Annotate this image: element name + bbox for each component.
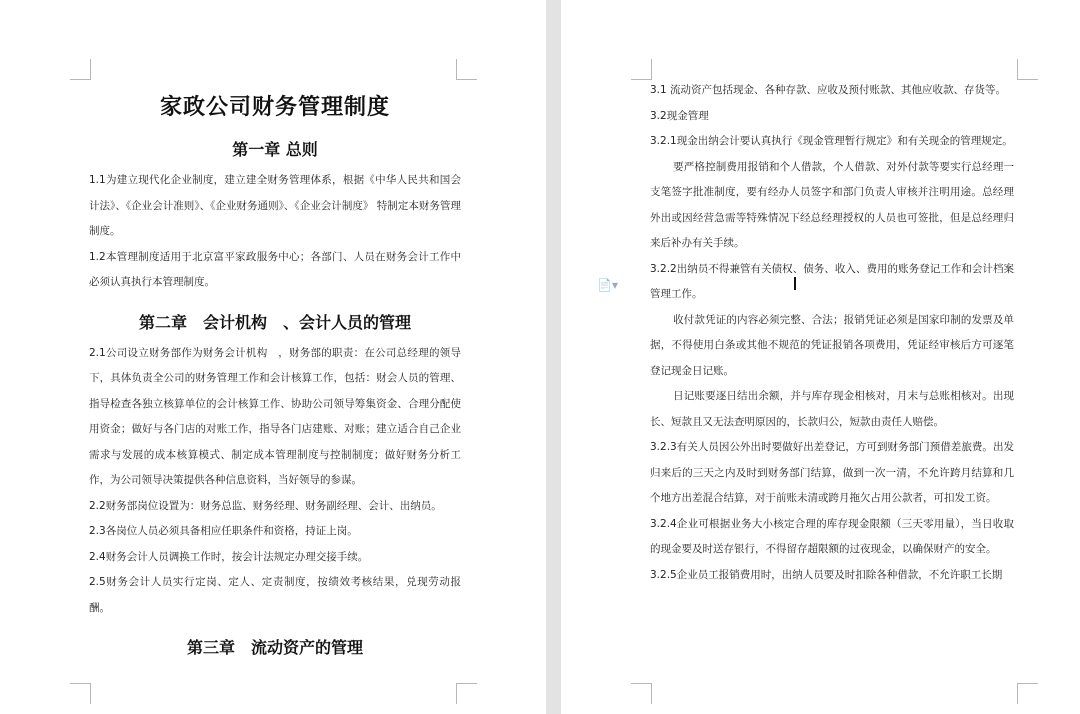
paragraph-2-2: 2.2财务部岗位设置为：财务总监、财务经理、财务副经理、会计、出纳员。 bbox=[89, 499, 442, 512]
paragraph-voucher: 收付款凭证的内容必须完整、合法；报销凭证必须是国家印制的发票及单据，不得使用白条或其他不规范的凭证报销各项费用，凭证经审核后方可逐笔登记现金日记账。 bbox=[650, 313, 1014, 377]
page-gutter bbox=[546, 0, 561, 714]
paragraph-2-4: 2.4财务会计人员调换工作时，按会计法规定办理交接手续。 bbox=[89, 550, 369, 563]
paragraph-3-2-3: 3.2.3有关人员因公外出时要做好出差登记，方可到财务部门预借差旅费。出发归来后的三天之内及时到财务部门结算，做到一次一清，不允许跨月结算和几个地方出差混合结算，对于前账未清或跨月拖欠占用公款者，可扣发工资。 bbox=[650, 441, 1014, 504]
paragraph-1-2: 1.2本管理制度适用于北京富平家政服务中心；各部门、人员在财务会计工作中必须认真执行本管理制度。 bbox=[89, 250, 461, 288]
chapter-2-heading: 第二章 会计机构 、会计人员的管理 bbox=[138, 312, 411, 332]
document-icon[interactable]: 📄▾ bbox=[597, 278, 618, 292]
paragraph-3-2-2: 3.2.2出纳员不得兼管有关债权、债务、收入、费用的账务登记工作和会计档案管理工作。 bbox=[650, 262, 1014, 300]
document-page-right[interactable] bbox=[561, 0, 1080, 714]
paragraph-3-1: 3.1 流动资产包括现金、各种存款、应收及预付账款、其他应收款、存货等。 bbox=[650, 84, 1007, 96]
crop-mark-top-left bbox=[70, 59, 91, 80]
crop-mark-top-right bbox=[1017, 59, 1038, 80]
chapter-1-heading: 第一章 总则 bbox=[232, 140, 318, 159]
crop-mark-bottom-right bbox=[456, 683, 477, 704]
paragraph-daily-ledger: 日记账要逐日结出余额，并与库存现金相核对，月末与总账相核对。出现长、短款且又无法查明原因的，长款归公，短款由责任人赔偿。 bbox=[650, 390, 1014, 428]
page-left-content bbox=[89, 90, 461, 666]
paragraph-2-1: 2.1公司设立财务部作为财务会计机构 ，财务部的职责：在公司总经理的领导下，具体负责全公司的财务管理工作和会计核算工作，包括：财会人员的管理、指导检查各独立核算单位的会计核算工作、协助公司领导筹集资金、合理分配使用资金；做好与各门店的对账工作，指导各门店建账、对账；建立适合自己企业需求与发展的成本核算模式、制定成本管理制度与控制制度；做好财务分析工作，为公司领导决策提供各种信息资料，当好领导的参谋。 bbox=[89, 346, 461, 486]
crop-mark-bottom-right bbox=[1017, 683, 1038, 704]
paragraph-3-2-5: 3.2.5企业员工报销费用时，出纳人员要及时扣除各种借款，不允许职工长期 bbox=[650, 568, 1003, 581]
paragraph-3-2-4: 3.2.4企业可根据业务大小核定合理的库存现金限额（三天零用量），当日收取的现金要及时送存银行，不得留存超限额的过夜现金，以确保财产的安全。 bbox=[650, 517, 1014, 555]
crop-mark-bottom-left bbox=[631, 683, 652, 704]
paragraph-2-5: 2.5财务会计人员实行定岗、定人、定责制度，按绩效考核结果，兑现劳动报酬。 bbox=[89, 576, 461, 614]
paragraph-3-2: 3.2现金管理 bbox=[650, 109, 709, 122]
paragraph-3-2-1: 3.2.1现金出纳会计要认真执行《现金管理暂行规定》和有关现金的管理规定。 bbox=[650, 135, 1013, 147]
paragraph-2-3: 2.3各岗位人员必须具备相应任职条件和资格，持证上岗。 bbox=[89, 525, 358, 537]
crop-mark-top-left bbox=[631, 59, 652, 80]
page-right-content bbox=[650, 78, 1014, 588]
chapter-3-heading: 第三章 流动资产的管理 bbox=[186, 638, 363, 657]
document-title: 家政公司财务管理制度 bbox=[159, 94, 390, 120]
paragraph-expense-control: 要严格控制费用报销和个人借款，个人借款、对外付款等要实行总经理一支笔签字批准制度，要有经办人员签字和部门负责人审核并注明用途。总经理外出或因经营急需等特殊情况下经总经理授权的人员也可签批，但是总经理归来后补办有关手续。 bbox=[650, 160, 1014, 249]
paragraph-1-1: 1.1为建立现代化企业制度，建立建全财务管理体系，根据《中华人民共和国会计法》、《企业会计准则》、《企业财务通则》、《企业会计制度》 特制定本财务管理制度。 bbox=[89, 174, 461, 237]
crop-mark-bottom-left bbox=[70, 683, 91, 704]
crop-mark-top-right bbox=[456, 59, 477, 80]
